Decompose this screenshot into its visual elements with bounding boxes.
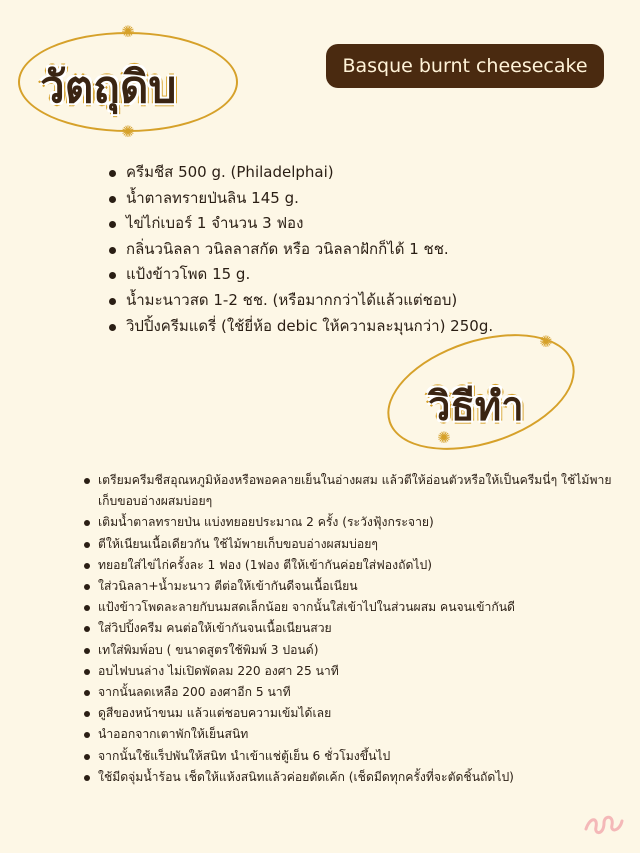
list-item: จากนั้นใช้แร็ปพันให้สนิท นำเข้าแช่ตู้เย็น 6 ชั่วโมงขึ้นไป (82, 746, 622, 767)
list-item: จากนั้นลดเหลือ 200 องศาอีก 5 นาที (82, 682, 622, 703)
sparkle-icon: ✺ (539, 332, 553, 351)
list-item: เตรียมครีมชีสอุณหภูมิห้องหรือพอคลายเย็นในอ่างผสม แล้วตีให้อ่อนตัวหรือให้เป็นครีมนี่ๆ ใช้ไม้พายเก็บขอบอ่างผสมบ่อยๆ (82, 470, 622, 512)
list-item: ใส่วิปปิ้งครีม คนต่อให้เข้ากันจนเนื้อเนียนสวย (82, 618, 622, 639)
list-item: วิปปิ้งครีมแดรี่ (ใช้ยี่ห้อ debic ให้ความละมุนกว่า) 250g. (106, 314, 626, 340)
list-item: เติมน้ำตาลทรายป่น แบ่งทยอยประมาณ 2 ครั้ง (ระวังฟุ้งกระจาย) (82, 512, 622, 533)
list-item: อบไฟบนล่าง ไม่เปิดพัดลม 220 องศา 25 นาที (82, 661, 622, 682)
list-item: น้ำตาลทรายป่นลิน 145 g. (106, 186, 626, 212)
list-item: ตีให้เนียนเนื้อเดียวกัน ใช้ไม้พายเก็บขอบอ่างผสมบ่อยๆ (82, 534, 622, 555)
list-item: ทยอยใส่ไข่ไก่ครั้งละ 1 ฟอง (1ฟอง ตีให้เข้ากันค่อยใส่ฟองถัดไป) (82, 555, 622, 576)
method-heading: วิธีทำ (428, 384, 524, 430)
list-item: แป้งข้าวโพด 15 g. (106, 262, 626, 288)
recipe-name-badge: Basque burnt cheesecake (326, 44, 604, 88)
list-item: ใช้มีดจุ่มน้ำร้อน เช็ดให้แห้งสนิทแล้วค่อยตัดเค้ก (เช็ดมีดทุกครั้งที่จะตัดชิ้นถัดไป) (82, 767, 622, 788)
sparkle-icon: ✺ (437, 428, 451, 447)
list-item: ดูสีของหน้าขนม แล้วแต่ชอบความเข้มได้เลย (82, 703, 622, 724)
ingredient-list (106, 160, 626, 339)
list-item: ไข่ไก่เบอร์ 1 จำนวน 3 ฟอง (106, 211, 626, 237)
sparkle-icon: ✺ (121, 22, 135, 41)
list-item: ครีมชีส 500 g. (Philadelphai) (106, 160, 626, 186)
list-item: ใส่วนิลลา+น้ำมะนาว ตีต่อให้เข้ากันดีจนเนื้อเนียน (82, 576, 622, 597)
list-item: แป้งข้าวโพดละลายกับนมสดเล็กน้อย จากนั้นใส่เข้าไปในส่วนผสม คนจนเข้ากันดี (82, 597, 622, 618)
step-list (82, 470, 622, 788)
ingredients-heading: วัตถุดิบ (40, 62, 177, 113)
squiggle-icon (582, 809, 626, 837)
list-item: น้ำมะนาวสด 1-2 ชช. (หรือมากกว่าได้แล้วแต่ชอบ) (106, 288, 626, 314)
sparkle-icon: ✺ (121, 122, 135, 141)
list-item: นำออกจากเตาพักให้เย็นสนิท (82, 724, 622, 745)
list-item: กลิ่นวนิลลา วนิลลาสกัด หรือ วนิลลาฝักก็ได้ 1 ชช. (106, 237, 626, 263)
list-item: เทใส่พิมพ์อบ ( ขนาดสูตรใช้พิมพ์ 3 ปอนด์) (82, 640, 622, 661)
